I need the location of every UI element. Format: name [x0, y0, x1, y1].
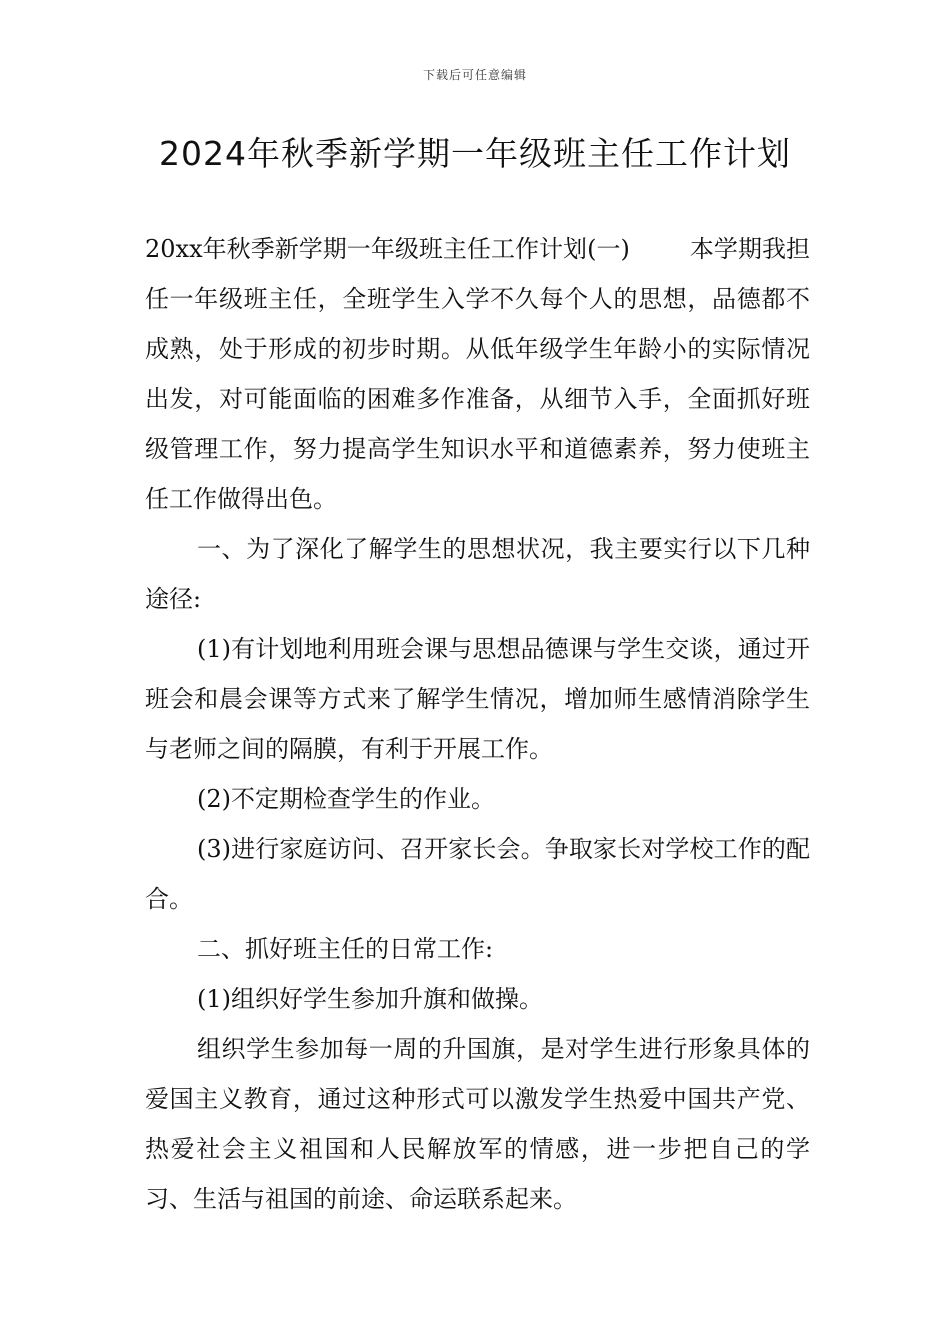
document-title: 2024年秋季新学期一年级班主任工作计划	[159, 134, 791, 173]
section1-item3: (3)进行家庭访问、召开家长会。争取家长对学校工作的配合。	[145, 835, 810, 913]
section1-item1: (1)有计划地利用班会课与思想品德课与学生交谈，通过开班会和晨会课等方式来了解学生情况，增加师生感情消除学生与老师之间的隔膜，有利于开展工作。	[145, 635, 810, 763]
section1-item2: (2)不定期检查学生的作业。	[197, 785, 495, 813]
intro-body: 本学期我担任一年级班主任，全班学生入学不久每个人的思想，品德都不成熟，处于形成的初步时期。从低年级学生年龄小的实际情况出发，对可能面临的困难多作准备，从细节入手，全面抓好班级管理工作，努力提高学生知识水平和道德素养，努力使班主任工作做得出色。	[145, 235, 810, 513]
document-body	[145, 224, 810, 1224]
section2-item1-body: 组织学生参加每一周的升国旗，是对学生进行形象具体的爱国主义教育，通过这种形式可以激发学生热爱中国共产党、热爱社会主义祖国和人民解放军的情感，进一步把自己的学习、生活与祖国的前途、命运联系起来。	[145, 1035, 810, 1213]
section2-item1: (1)组织好学生参加升旗和做操。	[197, 985, 543, 1013]
header-note: 下载后可任意编辑	[422, 68, 527, 82]
intro-title: 20xx年秋季新学期一年级班主任工作计划(一)	[145, 235, 630, 263]
section1-heading: 一、为了深化了解学生的思想状况，我主要实行以下几种途径:	[145, 535, 810, 613]
intro-paragraph	[145, 224, 810, 524]
section2-heading: 二、抓好班主任的日常工作:	[197, 935, 494, 963]
